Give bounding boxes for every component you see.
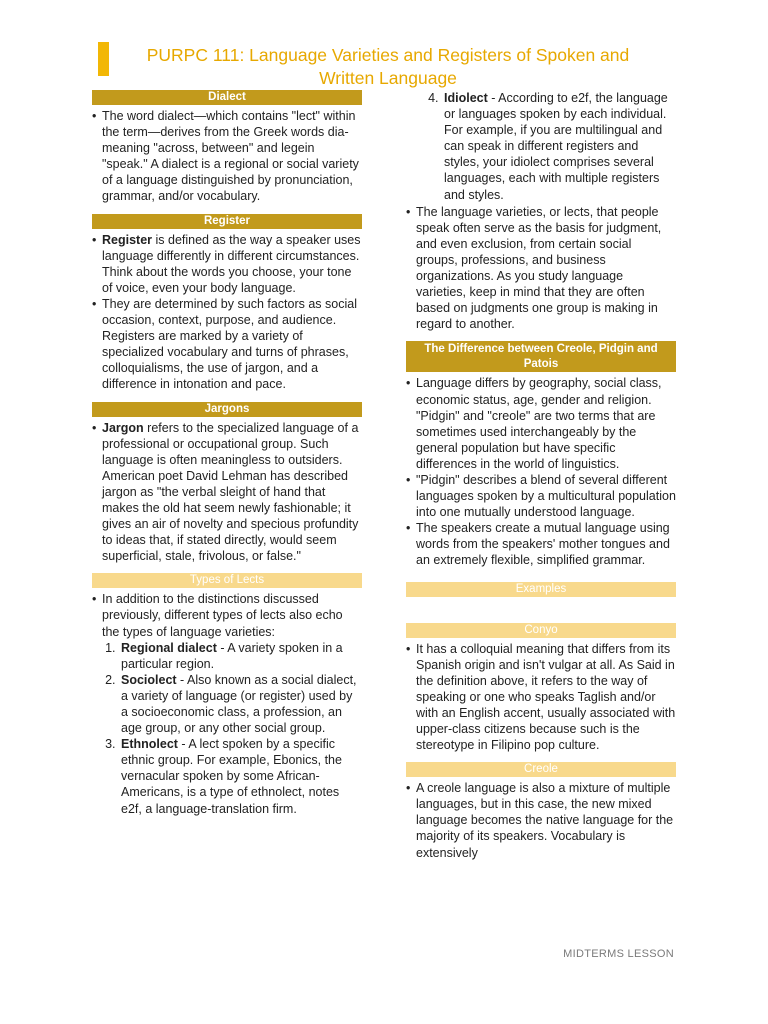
conyo-list bbox=[406, 641, 676, 754]
section-heading-conyo: Conyo bbox=[406, 623, 676, 638]
lects-closing-paragraph: • The language varieties, or lects, that people speak often serve as the basis for judgment, and even exclusion, from certain social groups, professions, and business organizations. As you study language varieties, keep in mind that they are often based on judgments one group is making in regard to another. bbox=[406, 204, 676, 333]
left-column bbox=[92, 90, 362, 817]
lects-list bbox=[92, 591, 362, 639]
section-heading-dialect: Dialect bbox=[92, 90, 362, 105]
dialect-list bbox=[92, 108, 362, 205]
section-heading-difference: The Difference between Creole, Pidgin and Patois bbox=[406, 341, 676, 372]
lect-item-ethnolect bbox=[119, 736, 362, 816]
jargon-definition: refers to the specialized language of a professional or occupational group. Such language is often meaningless to outsiders. American poet David Lehman has described jargon as "the verbal sleight of hand that makes the old hat seem newly fashionable; it gives an air of novelty and specious profundity to ideas that, if stated directly, would seem superficial, stale, frivolous, or false." bbox=[102, 420, 359, 564]
lects-intro: • In addition to the distinctions discussed previously, different types of lects also echo the types of language varieties: bbox=[92, 591, 362, 639]
difference-paragraph-3: • The speakers create a mutual language using words from the speakers' mother tongues and an extremely flexible, simplified grammar. bbox=[406, 520, 676, 568]
difference-paragraph-2: • "Pidgin" describes a blend of several different languages spoken by a multicultural population into one mutually understood language. bbox=[406, 472, 676, 520]
section-heading-types-of-lects: Types of Lects bbox=[92, 573, 362, 588]
register-list bbox=[92, 232, 362, 393]
register-term: Register bbox=[102, 232, 153, 247]
lect-text: - A variety spoken in a particular region. bbox=[121, 640, 343, 671]
difference-paragraph-1: • Language differs by geography, social class, economic status, age, gender and religion. "Pidgin" and "creole" are two terms that are sometimes used interchangeably by the general population but have specific differences in the world of linguistics. bbox=[406, 375, 676, 472]
lects-numbered-list bbox=[92, 640, 362, 817]
section-heading-register: Register bbox=[92, 214, 362, 229]
right-column bbox=[406, 90, 676, 861]
section-heading-examples: Examples bbox=[406, 582, 676, 597]
lect-term: Ethnolect bbox=[121, 737, 178, 752]
register-definition: is defined as the way a speaker uses language differently in different circumstances. Think about the words you choose, your tone of voice, even your body language. bbox=[102, 232, 361, 295]
lect-term: Idiolect bbox=[444, 91, 488, 105]
lect-item-idiolect bbox=[442, 90, 676, 203]
lect-term: Regional dialect bbox=[121, 640, 217, 655]
jargon-term: Jargon bbox=[102, 420, 144, 435]
page-footer: MIDTERMS LESSON bbox=[563, 948, 674, 960]
dialect-paragraph: • The word dialect—which contains "lect" within the term—derives from the Greek words dia-meaning "across, between" and legein "speak." A dialect is a regional or social variety of a language distinguished by pronunciation, grammar, and/or vocabulary. bbox=[92, 108, 362, 205]
register-paragraph-1 bbox=[92, 232, 362, 296]
page-title: PURPC 111: Language Varieties and Registers of Spoken and Written Language bbox=[146, 45, 630, 88]
lect-text: - A lect spoken by a specific ethnic group. For example, Ebonics, the vernacular spoken by some African-Americans, is a type of ethnolect, notes e2f, a language-translation firm. bbox=[121, 737, 342, 816]
jargons-list bbox=[92, 420, 362, 565]
creole-list bbox=[406, 780, 676, 860]
conyo-paragraph: • It has a colloquial meaning that differs from its Spanish origin and isn't vulgar at all. As Said in the definition above, it refers to the way of speaking or one who speaks Taglish and/or with an English accent, usually associated with upper-class citizens because such is the stereotype in Filipino pop culture. bbox=[406, 641, 676, 754]
creole-paragraph: • A creole language is also a mixture of multiple languages, but in this case, the new mixed language becomes the native language for the majority of its speakers. Vocabulary is extensively bbox=[406, 780, 676, 860]
section-heading-jargons: Jargons bbox=[92, 402, 362, 417]
lects-closing-list bbox=[406, 204, 676, 333]
lect-text: - According to e2f, the language or languages spoken by each individual. For example, if you are multilingual and can speak in different registers and styles, your idiolect comprises several languages, each with multiple registers and styles. bbox=[444, 91, 668, 202]
lect-item-regional bbox=[119, 640, 362, 672]
lect-text: - Also known as a social dialect, a variety of language (or register) used by a socioeconomic class, a profession, an age group, or any other social group. bbox=[121, 672, 357, 736]
section-heading-creole: Creole bbox=[406, 762, 676, 777]
title-accent-bar bbox=[98, 42, 109, 76]
lects-numbered-list-continued bbox=[406, 90, 676, 203]
jargon-paragraph bbox=[92, 420, 362, 565]
lect-item-sociolect bbox=[119, 672, 362, 736]
register-paragraph-2: • They are determined by such factors as social occasion, context, purpose, and audience. Registers are marked by a variety of specialized vocabulary and turns of phrases, colloquialisms, the use of jargon, and a difference in intonation and pace. bbox=[92, 296, 362, 393]
difference-list bbox=[406, 375, 676, 568]
lect-term: Sociolect bbox=[121, 672, 177, 687]
